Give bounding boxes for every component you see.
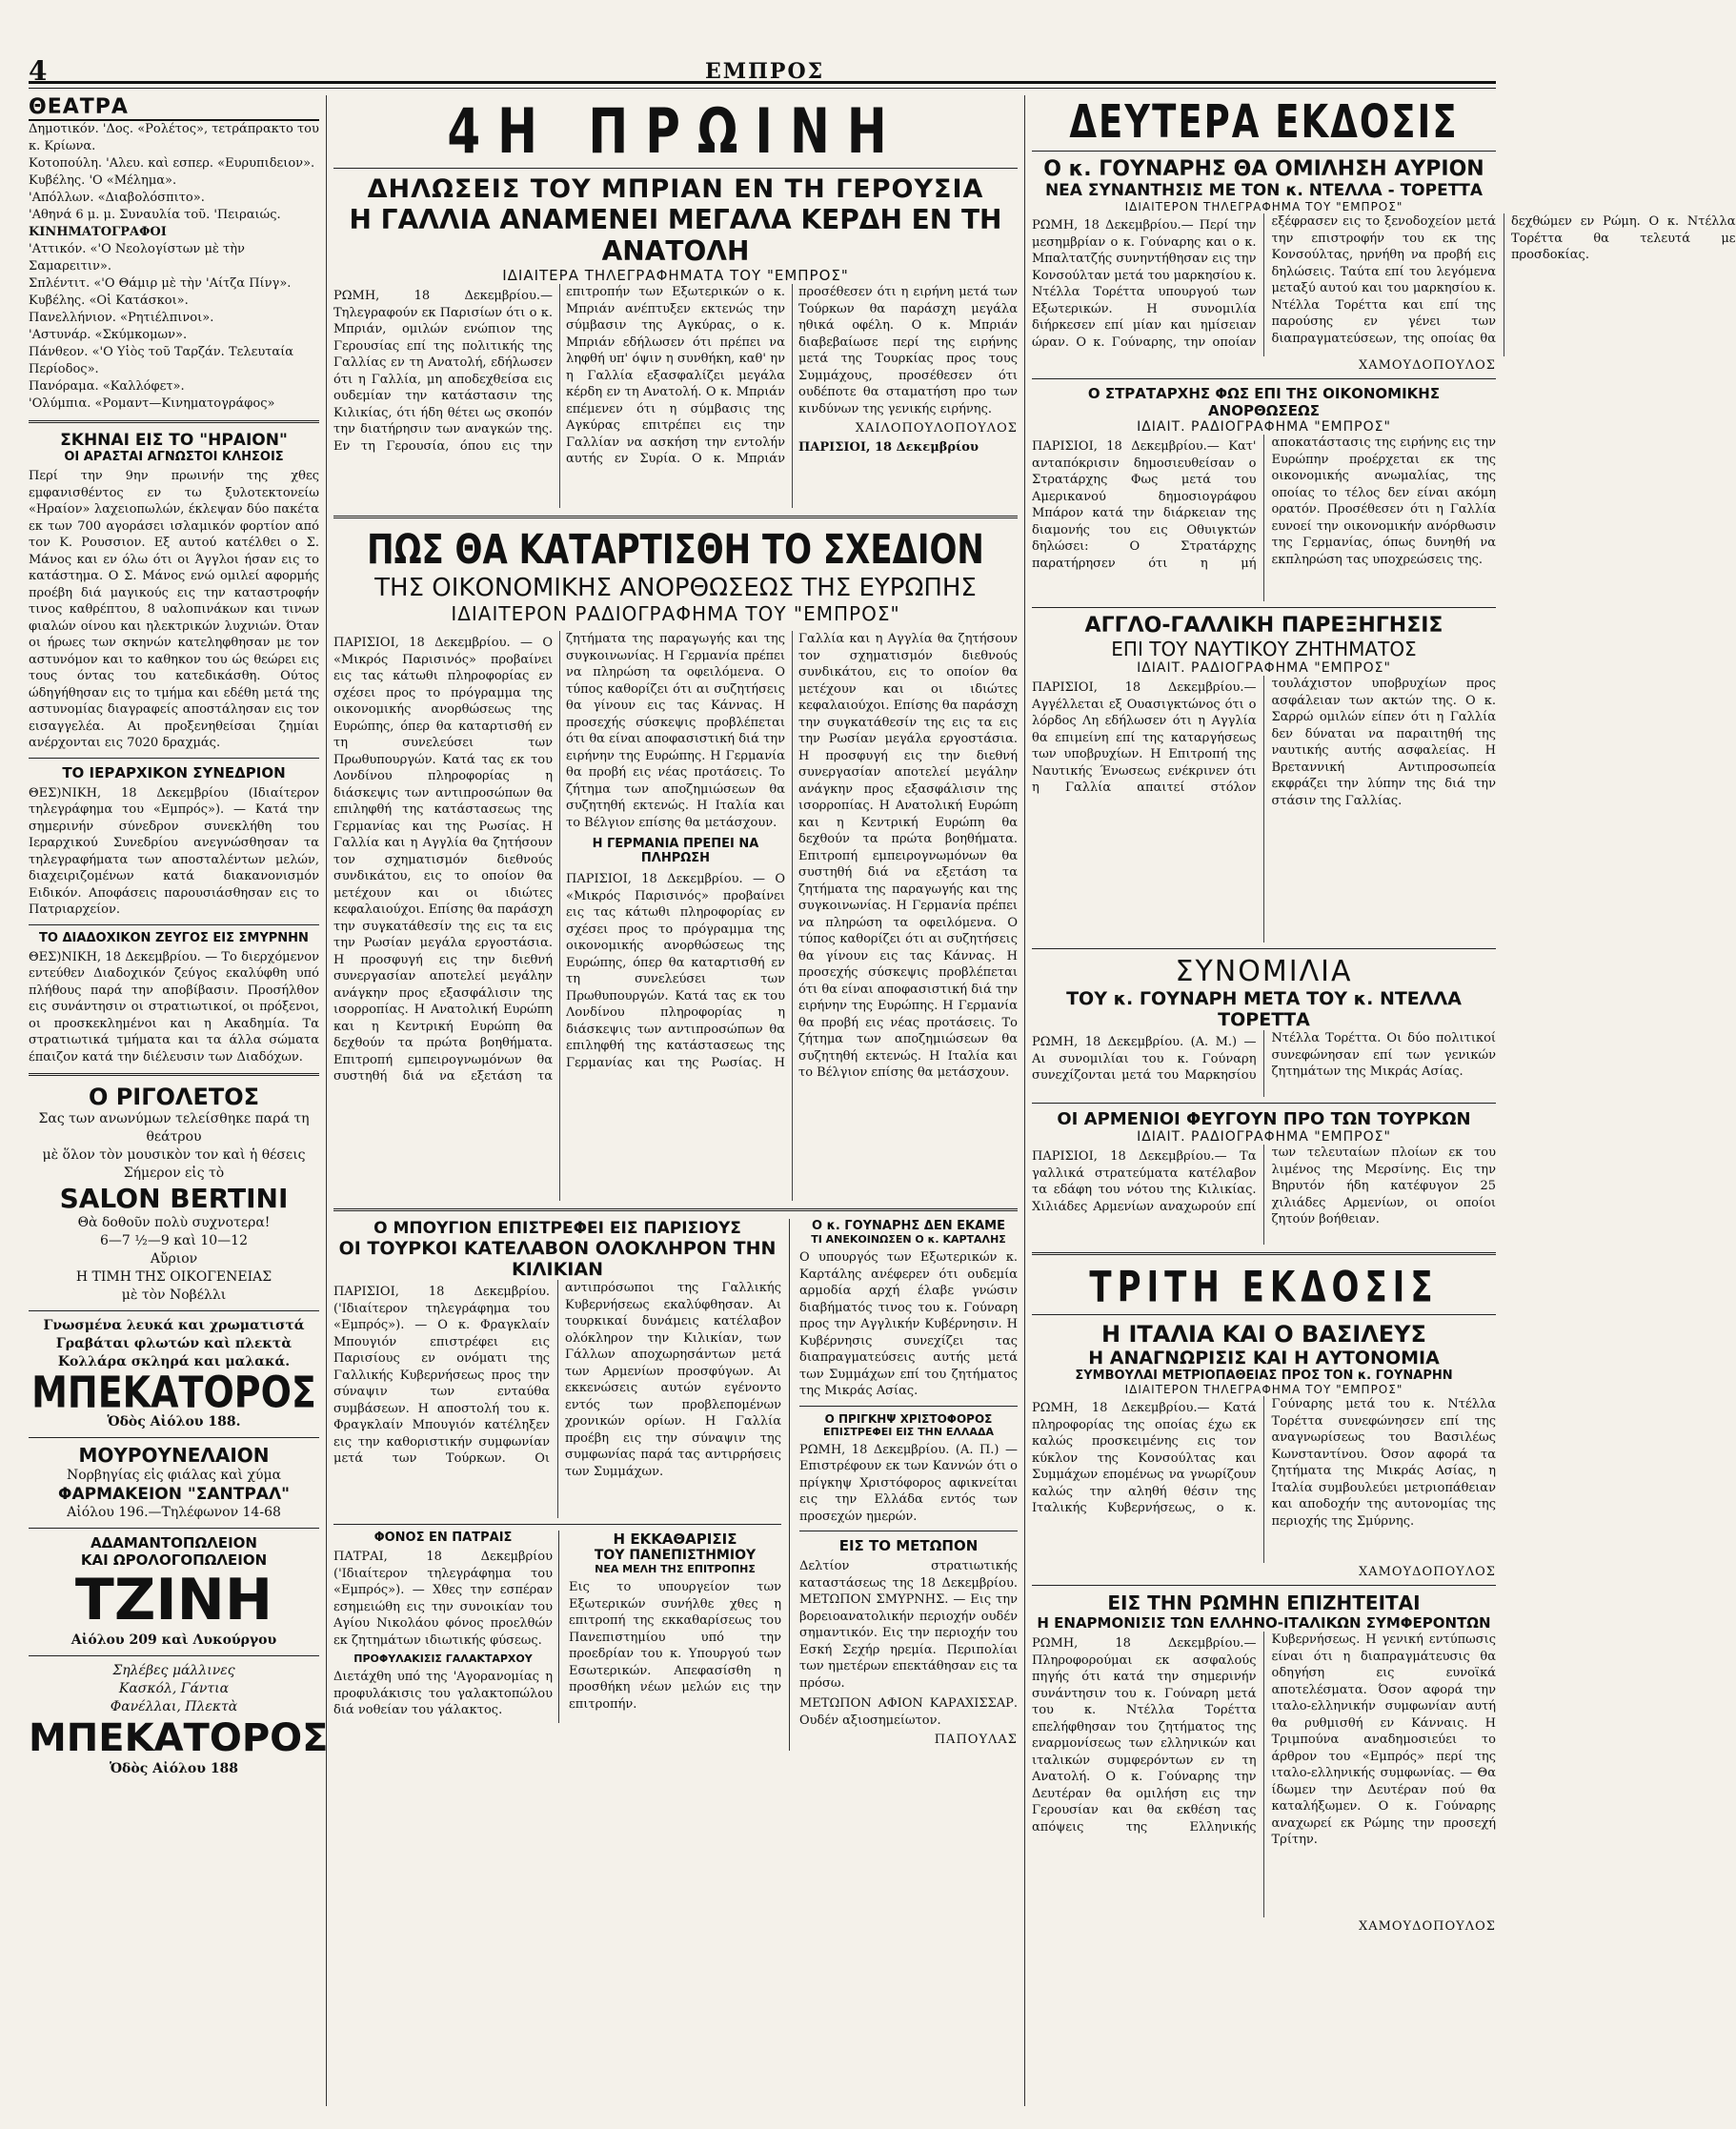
article-subheadline: Η ΕΝΑΡΜΟΝΙΣΙΣ ΤΩΝ ΕΛΛΗΝΟ-ΙΤΑΛΙΚΩΝ ΣΥΜΦΕΡΟΝΤΩΝ bbox=[1037, 1614, 1491, 1632]
divider bbox=[799, 1406, 1018, 1407]
ad-line: μὲ τὸν Νοβέλλι bbox=[121, 1288, 227, 1303]
article-subheadline: ΤΟΥ ΠΑΝΕΠΙΣΤΗΜΙΟΥ bbox=[594, 1548, 757, 1563]
theatre-item: Κυβέλης. «Οἱ Κατάσκοι». bbox=[29, 294, 189, 308]
top-rule-thin bbox=[29, 88, 1496, 89]
article-headline: Η ΕΚΚΑΘΑΡΙΣΙΣ bbox=[613, 1531, 737, 1548]
ad-line: ΑΔΑΜΑΝΤΟΠΩΛΕΙΟΝ bbox=[91, 1534, 257, 1551]
ad-line: Αὔριον bbox=[150, 1251, 198, 1267]
plan-tagline: ΙΔΙΑΙΤΕΡΟΝ ΡΑΔΙΟΓΡΑΦΗΜΑ ΤΟΥ "ΕΜΠΡΟΣ" bbox=[451, 602, 900, 625]
article-subheadline: ΟΙ ΑΡΑΣΤΑΙ ΑΓΝΩΣΤΟΙ ΚΛΗΣΟΙΣ bbox=[64, 450, 284, 464]
r3-columns bbox=[1032, 676, 1496, 943]
article-body: Διετάχθη υπό της 'Αγορανομίας η προφυλάκισις του γαλακτοπώλου διά νοθείαν του γάλακτος. bbox=[333, 1670, 553, 1717]
divider bbox=[29, 1073, 319, 1076]
article-body: ΠΑΤΡΑΙ, 18 Δεκεμβρίου ('Ιδιαίτερον τηλεγράφημα του «Εμπρός»). — Χθες την εσπέραν εσημειώθη εις την συνοικίαν του Αγίου Νικολάου φόνος προελθών εκ ζητημάτων ιδιωτικής φύσεως. bbox=[333, 1550, 553, 1648]
lead-article bbox=[333, 284, 1018, 508]
bouillon-article bbox=[333, 1219, 790, 1751]
ad-line: Σας των ανωνύμων τελείσθηκε παρά τη θεάτρου bbox=[38, 1111, 310, 1145]
ad-address: Ὁδὸς Αἰόλου 188 bbox=[109, 1761, 239, 1776]
column-divider-left bbox=[326, 95, 327, 2106]
ad-line: Η ΤΙΜΗ ΤΗΣ ΟΙΚΟΓΕΝΕΙΑΣ bbox=[75, 1269, 273, 1285]
ad-line: ΚΑΙ ΩΡΟΛΟΓΟΠΩΛΕΙΟΝ bbox=[80, 1551, 268, 1569]
theatre-item: Κυβέλης. 'Ο «Μέλημα». bbox=[29, 173, 177, 188]
plan-article bbox=[333, 631, 1018, 1201]
ad-line: Γραβάται φλωτών καὶ πλεκτὰ bbox=[55, 1336, 293, 1351]
divider bbox=[29, 1528, 319, 1529]
right-column bbox=[1032, 95, 1736, 2116]
article-subheadline: ΣΥΜΒΟΥΛΑΙ ΜΕΤΡΙΟΠΑΘΕΙΑΣ ΠΡΟΣ ΤΟΝ κ. ΓΟΥΝΑΡΗΝ bbox=[1075, 1369, 1453, 1383]
ad-line: Νορβηγίας εἰς φιάλας καὶ χύμα bbox=[66, 1468, 282, 1483]
article-headline: ΦΟΝΟΣ ΕΝ ΠΑΤΡΑΙΣ bbox=[373, 1531, 513, 1545]
article-body: Περί την 9ην πρωινήν της χθες εμφανισθέντος εν τω ξυλοτεκτονείω «Ηραίον» λαχειοπωλών, έκλεψαν δύο πακέτα εκ των 700 αγοράσει ισλαμικόν φορτίον από τον Κ. Ρουσσιον. Εξ αυτού κατέλθει ο Σ. Μάνος και εν όλω ότι οι Άγγλοι ήσαν εις το κατάστημα. Ο Σ. Μάνος ενώ ομιλεί αφορμής προέβη διά μαγικούς εις την καταστροφήν τινος καθρέπτου, 8 υαλοπινάκων και τινων φιαλών οίνου και ηλεκτρικών λυχνιών. Όταν οι ήρωες των σκηνών κατεληφθησαν με τον αστυνόμον και το καθηκον του ώς θεώρει εις τους όντας του κατεδικάσθη. Ούτος ώδηγήθησαν εις το τμήμα και εδέθη μετά της αστυνομίας διαγραφείς αποστάλησαν εις τον εισαγγελέα. Αι προξενηθείσαι ζημίαι ανέρχονται εις 7020 δραχμάς. bbox=[29, 469, 319, 750]
ad-line: Σηλέβες μάλλινες bbox=[112, 1663, 235, 1678]
ad-address: Αἰόλου 196.—Τηλέφωνον 14-68 bbox=[67, 1505, 281, 1520]
masthead: ΕΜΠΡΟΣ bbox=[705, 59, 825, 84]
plan-body-continued: ΠΑΡΙΣΙΟΙ, 18 Δεκεμβρίου. — Ο «Μικρός Παρισινός» προβαίνει εις τας κάτωθι πληροφορίας εν σχέσει προς το πρόγραμμα της οικονομικής ανορθώσεως της Ευρώπης, όπερ θα καταρτισθή εν τη συνελεύσει των Πρωθυπουργών. Κατά τας εκ του Λονδίνου πληροφορίας η διάσκεψις των αντιπροσώπων θα επιληφθή της κατάστασεως της Γερμανίας και της Ρωσίας. Η Γαλλία και η Αγγλία θα ζητήσουν τον σχηματισμόν διεθνούς συνδικάτου, εις το οποίον θα μετέχουν και οι ιδιώτες κεφαλαιούχοι. Επίσης θα παράσχη την συγκατάθεσίν της εις τα εις την Ρωσίαν μεγάλα εργοστάσια. Η προσφυγή εις την διεθνή συνεργασίαν αποτελεί μεγάλην ανάγκην προς εξασφάλισιν της ισορροπίας. Η Ανατολική Ευρώπη και η Κεντρική Ευρώπη θα δεχθούν τα πρώτα βοηθήματα. Επιτροπή εμπειρογνωμόνων θα συστηθή διά να εξετάση τα ζητήματα της παραγωγής και της συγκοινωνίας. Η Γερμανία πρέπει να πληρώση τα οφειλόμενα. Ο τύπος καθορίζει ότι αι συζητήσεις θα γίνουν εις τας Κάννας. Η προσεχής σύσκεψις προβλέπεται ότι θα είναι αποφασιστική διά την ειρήνην της Ευρώπης. Η Γερμανία θα προβή εις νέας προτάσεις. Το ζήτημα των αποζημιώσεων θα συζητηθή εκτενώς. Η Ιταλία και το Βέλγιον επίσης θα μετάσχουν. bbox=[566, 632, 1018, 1080]
article-tagline: ΙΔΙΑΙΤ. ΡΑΔΙΟΓΡΑΦΗΜΑ "ΕΜΠΡΟΣ" bbox=[1137, 1129, 1391, 1145]
lead-dateline: ΠΑΡΙΣΙΟΙ, 18 Δεκεμβρίου bbox=[798, 440, 979, 455]
advertisement-rigoletos bbox=[29, 1084, 319, 1305]
theatre-item: 'Ολύμπια. «Ρομαντ—Κινηματογράφος» bbox=[29, 396, 275, 411]
article-body: ΠΑΡΙΣΙΟΙ, 18 Δεκεμβρίου.— Κατ' ανταπόκρισιν δημοσιευθείσαν ο Στρατάρχης Φως μετά του Αμερικανού δημοσιογράφου Μπάρον κατά την διάρκειαν της διαμονής του εις Οθυιγκτών δηλώσει: Ο Στρατάρχης παρατήρησεν ότι η μή αποκατάστασις της ειρήνης εις την Ευρώπην προέρχεται εκ της οικονομικής ανωμαλίας, της οποίας το τέλος δεν είναι ακόμη ορατόν. Προσέθεσεν ότι η Γαλλία ευνοεί την οικονομικήν ανόρθωσιν της Γερμανίας, όπως δυνηθή να εκπληρώση τας υποχρεώσεις της. bbox=[1032, 436, 1496, 571]
divider bbox=[1032, 948, 1496, 949]
lower-center-row bbox=[333, 1219, 1018, 1751]
divider bbox=[1032, 1103, 1496, 1104]
article-headline: Ο κ. ΓΟΥΝΑΡΗΣ ΔΕΝ ΕΚΑΜΕ bbox=[812, 1219, 1005, 1233]
article-subheadline: ΝΕΑ ΜΕΛΗ ΤΗΣ ΕΠΙΤΡΟΠΗΣ bbox=[595, 1563, 756, 1575]
section-title-third-edition: ΤΡΙΤΗ ΕΚΔΟΣΙΣ bbox=[1089, 1263, 1439, 1312]
article-headline: ΠΡΟΦΥΛΑΚΙΣΙΣ ΓΑΛΑΚΤΑΡΧΟΥ bbox=[353, 1653, 533, 1665]
lead-body: ΡΩΜΗ, 18 Δεκεμβρίου.— Τηλεγραφούν εκ Παρισίων ότι ο κ. Μπριάν, ομιλών ενώπιον της Γερουσίας επί της πολιτικής της Γαλλίας εν τη Ανατολή, εδήλωσεν ότι η Γαλλία, μη αποδεχθείσα εις ουδεμίαν την κατάστασιν της Κιλικίας, ότι ήδη θέτει ως σκοπόν την διατήρησιν των αναγκών της. Εν τη Γερουσία, όπου εις την επιτροπήν των Εξωτερικών ο κ. Μπριάν ανέπτυξεν εκτενώς την σύμβασιν της Αγκύρας, ο κ. Μπριάν εδήλωσεν ότι πρέπει να ληφθή υπ' όψιν η συνθήκη, καθ' ην η Γαλλία εξασφαλίζει μεγάλα κέρδη εν τη Ανατολή. Ο κ. Μπριάν επέμενεν ότι η σύμβασις της Αγκύρας επιτρέπει εις την Γαλλίαν να ασκήση την εντολήν αυτής εν Συρία. Ο κ. Μπριάν προσέθεσεν ότι η ειρήνη μετά των Τούρκων θα παράσχη μεγάλα ηθικά οφέλη. Ο κ. Μπριάν διαβεβαίωσε περί της ειρήνης μετά της Τουρκίας προς τους Συμμάχους, προσέθεσεν ότι ουδέποτε θα σταματήση προ των κινδύνων της γενικής ειρήνης. bbox=[333, 285, 1018, 466]
divider bbox=[29, 1310, 319, 1311]
university-article bbox=[569, 1531, 781, 1723]
ad-address: Αἰόλου 209 καὶ Λυκούργου bbox=[71, 1632, 277, 1648]
advertisement-tzini bbox=[29, 1534, 319, 1650]
theatre-item: 'Αστυνάρ. «Σκύμκομων». bbox=[29, 328, 188, 342]
cinema-heading: ΚΙΝΗΜΑΤΟΓΡΑΦΟΙ bbox=[29, 225, 167, 239]
article-headline: ΑΓΓΛΟ-ΓΑΛΛΙΚΗ ΠΑΡΕΞΗΓΗΣΙΣ bbox=[1084, 614, 1443, 638]
divider bbox=[1032, 1252, 1496, 1255]
r4-columns bbox=[1032, 1030, 1496, 1097]
article-body: ΡΩΜΗ, 18 Δεκεμβρίου.— Κατά πληροφορίας της οποίας έχω εκ καλώς προσκειμένης εις τον κύκλον της Κονσούλτας και Συμμάχων επομένως να γνωρίζουν καλώς την αληθή θέσιν της Ιταλικής Κυβερνήσεως, ο κ. Γούναρης μετά του κ. Ντέλλα Τορέττα συνεφώνησεν επί της αναγνωρίσεως του Βασιλέως Κωνσταντίνου. Όσον αφορά τα ζητήματα της Μικράς Ασίας, η Ιταλία συμβουλεύει μετριοπάθειαν και αποδοχήν της αυτονομίας της περιοχής της Σμύρνης. bbox=[1032, 1397, 1496, 1529]
article-subheadline: ΤΟΥ κ. ΓΟΥΝΑΡΗ ΜΕΤΑ ΤΟΥ κ. ΝΤΕΛΛΑ ΤΟΡΕΤΤΑ bbox=[1066, 988, 1462, 1030]
article-headline: Ο ΜΠΟΥΓΙΟΝ ΕΠΙΣΤΡΕΦΕΙ ΕΙΣ ΠΑΡΙΣΙΟΥΣ bbox=[373, 1219, 741, 1238]
article-body: Ο υπουργός των Εξωτερικών κ. Καρτάλης ανέφερεν ότι ουδεμία αρμοδία αρχή έλαβε γνώσιν διαβήματός τινος του κ. Γούναρη προς την Αγγλικήν Κυβέρνησιν. Η Κυβέρνησις συνεχίζει τας διαπραγματεύσεις αυτής μετά των Συμμάχων επί του ζητήματος της Μικράς Ασίας. bbox=[799, 1250, 1018, 1398]
theatre-item: Πανόραμα. «Καλλόφετ». bbox=[29, 379, 185, 394]
article-signature: ΧΑΜΟΥΔΟΠΟΥΛΟΣ bbox=[1358, 358, 1496, 373]
article-subheadline: ΝΕΑ ΣΥΝΑΝΤΗΣΙΣ ΜΕ ΤΟΝ κ. ΝΤΕΛΛΑ - ΤΟΡΕΤΤΑ bbox=[1044, 181, 1484, 200]
theatre-list bbox=[29, 121, 319, 413]
ad-line: Σήμερον εἰς τὸ bbox=[123, 1166, 225, 1181]
plan-subheadline: ΤΗΣ ΟΙΚΟΝΟΜΙΚΗΣ ΑΝΟΡΘΩΣΕΩΣ ΤΗΣ ΕΥΡΩΠΗΣ bbox=[374, 574, 977, 602]
column-divider-right bbox=[1024, 95, 1025, 2106]
ad-title: Ο ΡΙΓΟΛΕΤΟΣ bbox=[88, 1084, 260, 1110]
ad-venue: SALON BERTINI bbox=[59, 1183, 289, 1214]
ad-name: ΜΠΕΚΑΤΟΡΟΣ bbox=[29, 1716, 329, 1760]
theatre-heading: ΘΕΑΤΡΑ bbox=[29, 95, 319, 121]
left-column bbox=[29, 95, 329, 2116]
divider bbox=[1032, 607, 1496, 608]
theatre-item: Κοτοπούλη. 'Αλευ. καὶ εσπερ. «Ευρυπιδειον». bbox=[29, 156, 315, 171]
plan-headline: ΠΩΣ ΘΑ ΚΑΤΑΡΤΙΣΘΗ ΤΟ ΣΧΕΔΙΟΝ bbox=[367, 526, 984, 574]
r1-columns bbox=[1032, 213, 1736, 356]
r2-columns bbox=[1032, 435, 1496, 601]
ad-line: Φανέλλαι, Πλεκτὰ bbox=[110, 1699, 238, 1714]
bottom-row bbox=[333, 1531, 781, 1723]
ad-line: 6—7 ½—9 καὶ 10—12 bbox=[100, 1233, 248, 1248]
theatre-item: 'Αττικόν. «'Ο Νεολογίστων μὲ τὴν Σαμαρειτιν». bbox=[29, 242, 245, 274]
article-body: ΡΩΜΗ, 18 Δεκεμβρίου. (Α. Π.) — Επιστρέφουν εκ των Καννών ότι ο πρίγκηψ Χριστόφορος αφικνείται εις την Ελλάδα εντός των προσεχών ημερών. bbox=[799, 1442, 1018, 1524]
gounaris-kartalis-article bbox=[799, 1219, 1018, 1751]
divider bbox=[1032, 378, 1496, 379]
article-headline: ΣΚΗΝΑΙ ΕΙΣ ΤΟ "ΗΡΑΙΟΝ" bbox=[60, 431, 288, 450]
article-signature: ΠΑΠΟΥΛΑΣ bbox=[934, 1733, 1018, 1747]
article-headline: Ο ΣΤΡΑΤΑΡΧΗΣ ΦΩΣ ΕΠΙ ΤΗΣ ΟΙΚΟΝΟΜΙΚΗΣ ΑΝΟΡΘΩΣΕΩΣ bbox=[1087, 385, 1441, 419]
page-number: 4 bbox=[29, 55, 48, 87]
article-body: ΡΩΜΗ, 18 Δεκεμβρίου. (Α. Μ.) — Αι συνομιλίαι του κ. Γούναρη συνεχίζονται μετά του Μαρκησίου Ντέλλα Τορέττα. Οι δύο πολιτικοί συνεφώνησαν επί των γενικών ζητημάτων της Μικράς Ασίας. bbox=[1032, 1031, 1496, 1083]
plan-body: ΠΑΡΙΣΙΟΙ, 18 Δεκεμβρίου. — Ο «Μικρός Παρισινός» προβαίνει εις τας κάτωθι πληροφορίας εν σχέσει προς το πρόγραμμα της οικονομικής ανορθώσεως της Ευρώπης, όπερ θα καταρτισθή εν τη συνελεύσει των Πρωθυπουργών. Κατά τας εκ του Λονδίνου πληροφορίας η διάσκεψις των αντιπροσώπων θα επιληφθή της κατάστασεως της Γερμανίας και της Ρωσίας. Η Γαλλία και η Αγγλία θα ζητήσουν τον σχηματισμόν διεθνούς συνδικάτου, εις το οποίον θα μετέχουν και οι ιδιώτες κεφαλαιούχοι. Επίσης θα παράσχη την συγκατάθεσίν της εις τα εις την Ρωσίαν μεγάλα εργοστάσια. Η προσφυγή εις την διεθνή συνεργασίαν αποτελεί μεγάλην ανάγκην προς εξασφάλισιν της ισορροπίας. Η Ανατολική Ευρώπη και η Κεντρική Ευρώπη θα δεχθούν τα πρώτα βοηθήματα. Επιτροπή εμπειρογνωμόνων θα συστηθή διά να εξετάση τα ζητήματα της παραγωγής και της συγκοινωνίας. Η Γερμανία πρέπει να πληρώση τα οφειλόμενα. Ο τύπος καθορίζει ότι αι συζητήσεις θα γίνουν εις τας Κάννας. Η προσεχής σύσκεψις προβλέπεται ότι θα είναι αποφασιστική διά την ειρήνην της Ευρώπης. Η Γερμανία θα προβή εις νέας προτάσεις. Το ζήτημα των αποζημιώσεων θα συζητηθή εκτενώς. Η Ιταλία και το Βέλγιον επίσης θα μετάσχουν. bbox=[333, 632, 785, 1084]
article-subheadline: ΟΙ ΤΟΥΡΚΟΙ ΚΑΤΕΛΑΒΟΝ ΟΛΟΚΛΗΡΟΝ ΤΗΝ ΚΙΛΙΚΙΑΝ bbox=[338, 1238, 777, 1280]
ad-pharmacy: ΦΑΡΜΑΚΕΙΟΝ "ΣΑΝΤΡΑΛ" bbox=[58, 1485, 290, 1504]
lead-headline: ΔΗΛΩΣΕΙΣ ΤΟΥ ΜΠΡΙΑΝ ΕΝ ΤΗ ΓΕΡΟΥΣΙΑ bbox=[367, 174, 984, 204]
plan-midheadline: Η ΓΕΡΜΑΝΙΑ ΠΡΕΠΕΙ ΝΑ ΠΛΗΡΩΣΗ bbox=[592, 837, 759, 865]
divider bbox=[29, 1437, 319, 1438]
r8-columns bbox=[1032, 1632, 1496, 1917]
ad-line: Θὰ δοθοῦν πολὺ συχνοτερα! bbox=[77, 1215, 271, 1230]
divider bbox=[333, 1208, 1018, 1211]
center-column bbox=[333, 95, 1018, 2116]
article-headline: ΣΥΝΟΜΙΛΙΑ bbox=[1175, 955, 1353, 988]
article-signature: ΧΑΜΟΥΔΟΠΟΥΛΟΣ bbox=[1358, 1919, 1496, 1934]
theatre-item: Πανελλήνιον. «Ρητιέλπινοι». bbox=[29, 311, 214, 325]
article-tagline: ΙΔΙΑΙΤΕΡΟΝ ΤΗΛΕΓΡΑΦΗΜΑ ΤΟΥ "ΕΜΠΡΟΣ" bbox=[1124, 200, 1403, 213]
article-subheadline: ΤΙ ΑΝΕΚΟΙΝΩΣΕΝ Ο κ. ΚΑΡΤΑΛΗΣ bbox=[811, 1233, 1006, 1246]
section-title-second-edition: ΔΕΥΤΕΡΑ ΕΚΔΟΣΙΣ bbox=[1069, 95, 1459, 149]
article-tagline: ΙΔΙΑΙΤΕΡΟΝ ΤΗΛΕΓΡΑΦΗΜΑ ΤΟΥ "ΕΜΠΡΟΣ" bbox=[1124, 1383, 1403, 1396]
lead-signature: ΧΑΙΛΟΠΟΥΛΟΠΟΥΛΟΣ bbox=[855, 421, 1018, 436]
article-subheadline: ΕΠΙΣΤΡΕΦΕΙ ΕΙΣ ΤΗΝ ΕΛΛΑΔΑ bbox=[823, 1425, 994, 1438]
article-headline: ΤΟ ΔΙΑΔΟΧΙΚΟΝ ΖΕΥΓΟΣ ΕΙΣ ΣΜΥΡΝΗΝ bbox=[39, 930, 309, 945]
article-body: Δελτίον στρατιωτικής καταστάσεως της 18 Δεκεμβρίου. ΜΕΤΩΠΟΝ ΣΜΥΡΝΗΣ. — Εις την βορειοανατολικήν περιοχήν ουδέν σημαντικόν. Εις την περιοχήν του Εσκή Σεχήρ ηρεμία. Περιπολίαι των ημετέρων επεκτάθησαν εις τα πρόσω. bbox=[799, 1559, 1018, 1691]
divider bbox=[29, 924, 319, 925]
section-title-morning: 4Η ΠΡΩΙΝΗ bbox=[447, 95, 904, 168]
article-headline: ΕΙΣ ΤΗΝ ΡΩΜΗΝ ΕΠΙΖΗΤΕΙΤΑΙ bbox=[1107, 1592, 1421, 1614]
ad-line: Γνωσμένα λευκά και χρωματιστά bbox=[43, 1318, 305, 1333]
theatre-item: Δημοτικόν. 'Δος. «Ρολέτος», τετράπρακτο του κ. Κρίωνα. bbox=[29, 122, 319, 153]
article-body: ΠΑΡΙΣΙΟΙ, 18 Δεκεμβρίου. ('Ιδιαίτερον τηλεγράφημα του «Εμπρός»). — Ο κ. Φραγκλαίν Μπουγιόν επιστρέφει εις Παρισίους εν ονόματι της Γαλλικής Κυβερνήσεως προς την σύναψιν των ενταύθα συμβάσεων. Η αποστολή του κ. Φραγκλαίν Μπουγιόν κατέληξεν εις την καθοριστικήν συμφωνίαν μετά των Τούρκων. Οι αντιπρόσωποι της Γαλλικής Κυβερνήσεως εκαλύφθησαν. Αι τουρκικαί δυνάμεις κατέλαβον ολόκληρον την Κιλικίαν, των Γάλλων αποχωρησάντων μετά των Αρμενίων προσφύγων. Αι εκκενώσεις αυτών εγένοντο εντός των προβλεπομένων χρονικών ορίων. Η Γαλλία προέβη εις την σύναψιν της συμφωνίας παρά τας αντιρρήσεις των Συμμάχων. bbox=[333, 1281, 781, 1479]
ad-line: Κασκόλ, Γάντια bbox=[118, 1681, 230, 1696]
ad-name: ΜΟΥΡΟΥΝΕΛΑΙΟΝ bbox=[78, 1444, 270, 1467]
article-body: ΡΩΜΗ, 18 Δεκεμβρίου.— Περί την μεσημβρίαν ο κ. Γούναρης και ο κ. Μπαλτατζής συνηντήθησαν εις την Κονσούλταν μετά του μαρκησίου κ. Ντέλλα Τορέττα υπουργού των Εξωτερικών. Η συνομιλία διήρκεσεν επί μίαν και ημίσειαν ώραν. Ο κ. Γούναρης, την οποίαν εξέφρασεν εις το ξενοδοχείον μετά την επιστροφήν του εκ της Κονσούλτας, ηρνήθη να προβή εις δηλώσεις. Ταύτα επί του λεγόμενα μεταξύ αυτού και του μαρκησίου κ. Ντέλλα Τορέττα και επί της παρούσης εν γένει των διαπραγματεύσεων, της οποίας θα δεχθώμεν εν Ρώμη. Ο κ. Ντέλλα Τορέττα θα τελευτά με προσδοκίας. bbox=[1032, 214, 1736, 350]
article-body: ΡΩΜΗ, 18 Δεκεμβρίου.— Πληροφορούμαι εκ ασφαλούς πηγής ότι κατά την σημερινήν συνάντησιν του κ. Γούναρη μετά του κ. Ντέλλα Τορέττα επελήφθησαν του ζητήματος της εναρμονίσεως των ελληνικών και ιταλικών συμφερόντων εν τη Ανατολή. Ο κ. Γούναρης την Δευτέραν θα ομιλήση εις την Γερουσίαν και θα εκθέση τας απόψεις της Ελληνικής Κυβερνήσεως. Η γενική εντύπωσις είναι ότι η διαπραγμάτευσις θα οδηγήση εις ευνοϊκά αποτελέσματα. Όσον αφορά την ιταλο-ελληνικήν συμφωνίαν αυτή θα ρυθμισθή εν Κάνναις. Η Τριμπούνα αναδημοσιεύει το άρθρον του «Εμπρός» περί της ιταλο-ελληνικής συμφωνίας. — Θα ίδωμεν την Δευτέραν πού θα καταλήξωμεν. Ο κ. Γούναρης αναχωρεί εκ Ρώμης την προσεχή Τρίτην. bbox=[1032, 1632, 1496, 1847]
ad-address: Ὁδὸς Αἰόλου 188. bbox=[107, 1414, 241, 1429]
advertisement-bekatoros-2 bbox=[29, 1662, 329, 1778]
article-body: ΘΕΣ)ΝΙΚΗ, 18 Δεκεμβρίου. — Το διερχόμενον εντεύθεν Διαδοχικόν ζεύγος εκαλύφθη υπό πλήθους παρά την αποβίβασιν. Προσήλθον εις συνάντησιν οι στρατιωτικοί, οι πρόξενοι, οι προσκεκλημένοι και η Ακαδημία. Τα στρατιωτικά τμήματα και τα άλλα σώματα έπαιζον κατά την διέλευσιν των Διαδόχων. bbox=[29, 949, 319, 1064]
lead-subheadline: Η ΓΑΛΛΙΑ ΑΝΑΜΕΝΕΙ ΜΕΓΑΛΑ ΚΕΡΔΗ ΕΝ ΤΗ ΑΝΑΤΟΛΗ bbox=[349, 204, 1002, 267]
article-headline: Ο ΠΡΙΓΚΗΨ ΧΡΙΣΤΟΦΟΡΟΣ bbox=[824, 1411, 993, 1426]
top-rule bbox=[29, 81, 1496, 84]
divider bbox=[29, 758, 319, 759]
divider bbox=[333, 516, 1018, 518]
article-headline: Ο κ. ΓΟΥΝΑΡΗΣ ΘΑ ΟΜΙΛΗΣΗ ΑΥΡΙΟΝ bbox=[1043, 157, 1484, 181]
divider bbox=[333, 1524, 781, 1525]
theatre-item: Σπλέντιτ. «'Ο Θάμιρ μὲ τὴν 'Αίτζα Πίνγ». bbox=[29, 276, 292, 291]
advertisement-bekatoros bbox=[29, 1317, 319, 1431]
article-body: ΜΕΤΩΠΟΝ ΑΦΙΟΝ ΚΑΡΑΧΙΣΣΑΡ. Ουδέν αξιοσημείωτον. bbox=[799, 1696, 1018, 1728]
ad-name: ΤΖΙΝΗ bbox=[74, 1567, 273, 1633]
patras-article bbox=[333, 1531, 559, 1723]
r5-columns bbox=[1032, 1145, 1496, 1245]
article-body: ΘΕΣ)ΝΙΚΗ, 18 Δεκεμβρίου (Ιδιαίτερον τηλεγράφημα του «Εμπρός»). — Κατά την σημερινήν σύνεδρον συνεκλήθη του Ιεραρχικού Συνεδρίου ανεγνώσθησαν τα τηλεγραφήματα των αποσταλέντων μελών, διαχειριζομένων κατά διακανονισμόν Ειδικόν. Αποφάσεις παρουσιάσθησαν εις το Πατριαρχείον. bbox=[29, 785, 319, 917]
article-headline: Η ΙΤΑΛΙΑ ΚΑΙ Ο ΒΑΣΙΛΕΥΣ bbox=[1101, 1321, 1426, 1348]
article-headline: ΟΙ ΑΡΜΕΝΙΟΙ ΦΕΥΓΟΥΝ ΠΡΟ ΤΩΝ ΤΟΥΡΚΩΝ bbox=[1057, 1109, 1471, 1129]
article-subheadline: Η ΑΝΑΓΝΩΡΙΣΙΣ ΚΑΙ Η ΑΥΤΟΝΟΜΙΑ bbox=[1088, 1348, 1440, 1369]
article-tagline: ΙΔΙΑΙΤ. ΡΑΔΙΟΓΡΑΦΗΜΑ "ΕΜΠΡΟΣ" bbox=[1137, 660, 1391, 676]
bouillon-columns bbox=[333, 1280, 781, 1518]
theatre-item: 'Αθηνά 6 μ. μ. Συναυλία τοῦ. 'Πειραιώς. bbox=[29, 208, 281, 222]
theatre-item: Πάνθεον. «'Ο Υἱὸς τοῦ Ταρζάν. Τελευταία Περίοδος». bbox=[29, 345, 294, 376]
article-signature: ΧΑΜΟΥΔΟΠΟΥΛΟΣ bbox=[1358, 1565, 1496, 1579]
article-body: Εις το υπουργείον των Εξωτερικών συνήλθε χθες η επιτροπή της εκκαθαρίσεως του Πανεπιστημίου υπό την προεδρίαν του κ. Υπουργού των Εσωτερικών. Απεφασίσθη η προσθήκη νέων μελών εις την επιτροπήν. bbox=[569, 1580, 781, 1712]
theatre-item: 'Απόλλων. «Διαβολόσπιτο». bbox=[29, 191, 205, 205]
divider bbox=[29, 1655, 319, 1656]
article-headline: ΤΟ ΙΕΡΑΡΧΙΚΟΝ ΣΥΝΕΔΡΙΟΝ bbox=[62, 763, 286, 781]
article-body: ΠΑΡΙΣΙΟΙ, 18 Δεκεμβρίου.— Τα γαλλικά στρατεύματα κατέλαβον τα εδάφη του νότου της Κιλικίας. Χιλιάδες Αρμενίων αναχωρούν επί των τελευταίων πλοίων εκ του λιμένος της Μερσίνης. Εις την Βηρυτόν ήδη κατέφυγον 25 χιλιάδες Αρμενίων, οι οποίοι ζητούν βοήθειαν. bbox=[1032, 1146, 1496, 1227]
divider bbox=[29, 420, 319, 423]
ad-name: ΜΠΕΚΑΤΟΡΟΣ bbox=[31, 1367, 316, 1418]
article-body: ΠΑΡΙΣΙΟΙ, 18 Δεκεμβρίου.— Αγγέλλεται εξ Ουασιγκτώνος ότι ο λόρδος Λη εδήλωσεν ότι η Αγγλία θα επιμείνη επί της καταργήσεως των υποβρυχίων. Η Επιτροπή της Ναυτικής Ένωσεως ενέκρινεν ότι η Γαλλία απαιτεί στόλον τουλάχιστον υποβρυχίων προς ασφάλειαν των ακτών της. Ο κ. Σαρρώ ομιλών είπεν ότι η Γαλλία δεν δύναται να παραιτηθή της ναυτικής αυτής ασφαλείας. Η Βρεταννική Αντιπροσωπεία εκφράζει την λύπην της διά την στάσιν της Γαλλίας. bbox=[1032, 677, 1496, 808]
advertisement-pharmacy bbox=[29, 1444, 319, 1522]
r7-columns bbox=[1032, 1396, 1496, 1563]
ad-line: Κολλάρα σκληρά και μαλακά. bbox=[57, 1354, 291, 1369]
article-subheadline: ΕΠΙ ΤΟΥ ΝΑΥΤΙΚΟΥ ΖΗΤΗΜΑΤΟΣ bbox=[1111, 638, 1417, 660]
article-tagline: ΙΔΙΑΙΤ. ΡΑΔΙΟΓΡΑΦΗΜΑ "ΕΜΠΡΟΣ" bbox=[1137, 419, 1391, 435]
article-headline: ΕΙΣ ΤΟ ΜΕΤΩΠΟΝ bbox=[838, 1537, 979, 1554]
ad-line: μὲ ὅλον τὸν μουσικὸν τον καὶ ἡ θέσεις bbox=[42, 1147, 306, 1163]
lead-tagline: ΙΔΙΑΙΤΕΡΑ ΤΗΛΕΓΡΑΦΗΜΑΤΑ ΤΟΥ "ΕΜΠΡΟΣ" bbox=[502, 267, 849, 284]
divider bbox=[1032, 1585, 1496, 1586]
